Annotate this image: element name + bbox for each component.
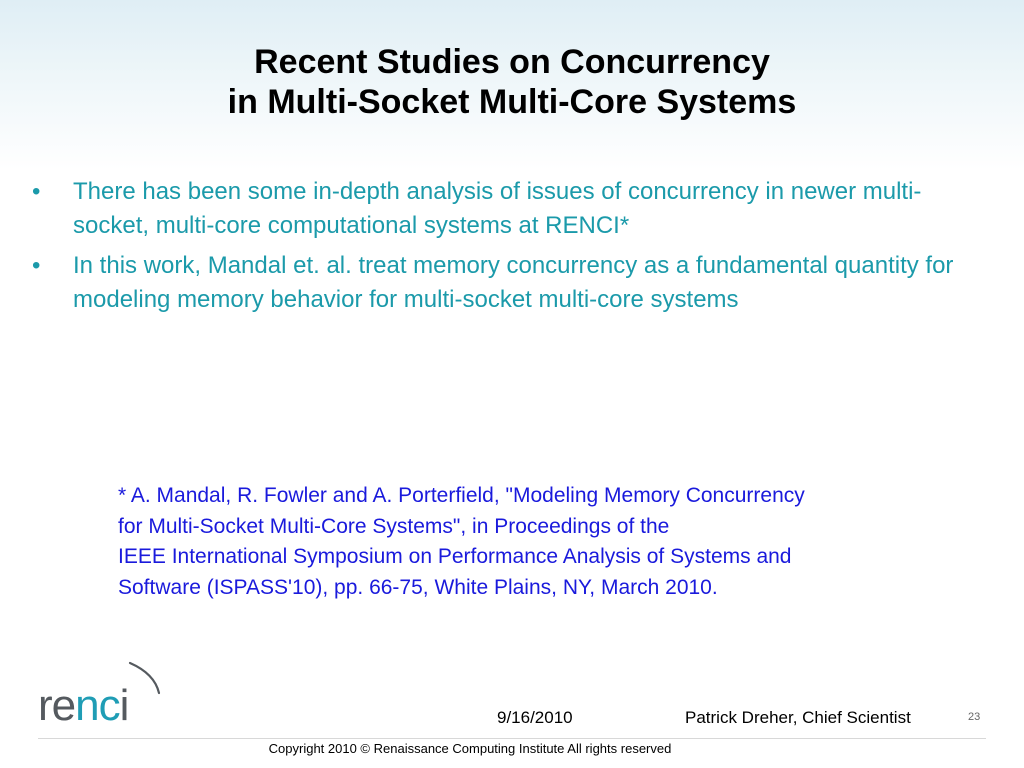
slide-title-line-1: Recent Studies on Concurrency [254,43,770,81]
bullet-list [32,175,982,323]
bullet-text: In this work, Mandal et. al. treat memory concurrency as a fundamental quantity for modeling memory behavior for multi-socket multi-core systems [73,252,954,313]
bullet-marker: • [32,178,41,205]
slide-title [0,42,1024,122]
bullet-marker: • [32,252,41,279]
bullet-text: There has been some in-depth analysis of issues of concurrency in newer multi-socket, multi-core computational systems at RENCI* [73,178,922,239]
slide-title-line-2: in Multi-Socket Multi-Core Systems [227,83,797,121]
copyright-notice: Copyright 2010 © Renaissance Computing Institute All rights reserved [268,741,672,756]
reference-line-3: IEEE International Symposium on Performance Analysis of Systems and [118,545,792,568]
renci-logo [38,660,168,728]
bullet-item [32,249,982,316]
reference-line-2: for Multi-Socket Multi-Core Systems", in Proceedings of the [118,514,670,538]
page-number: 23 [968,711,981,723]
footer-author: Patrick Dreher, Chief Scientist [685,708,911,727]
logo-swoosh-icon [130,663,159,693]
bullet-item [32,175,982,242]
reference-line-4: Software (ISPASS'10), pp. 66-75, White Plains, NY, March 2010. [118,575,718,599]
footer-divider [38,738,986,739]
footer-date: 9/16/2010 [497,708,573,727]
logo-wordmark: renci [38,681,129,728]
reference-citation [118,481,978,603]
reference-line-1: * A. Mandal, R. Fowler and A. Porterfield, "Modeling Memory Concurrency [118,484,805,507]
